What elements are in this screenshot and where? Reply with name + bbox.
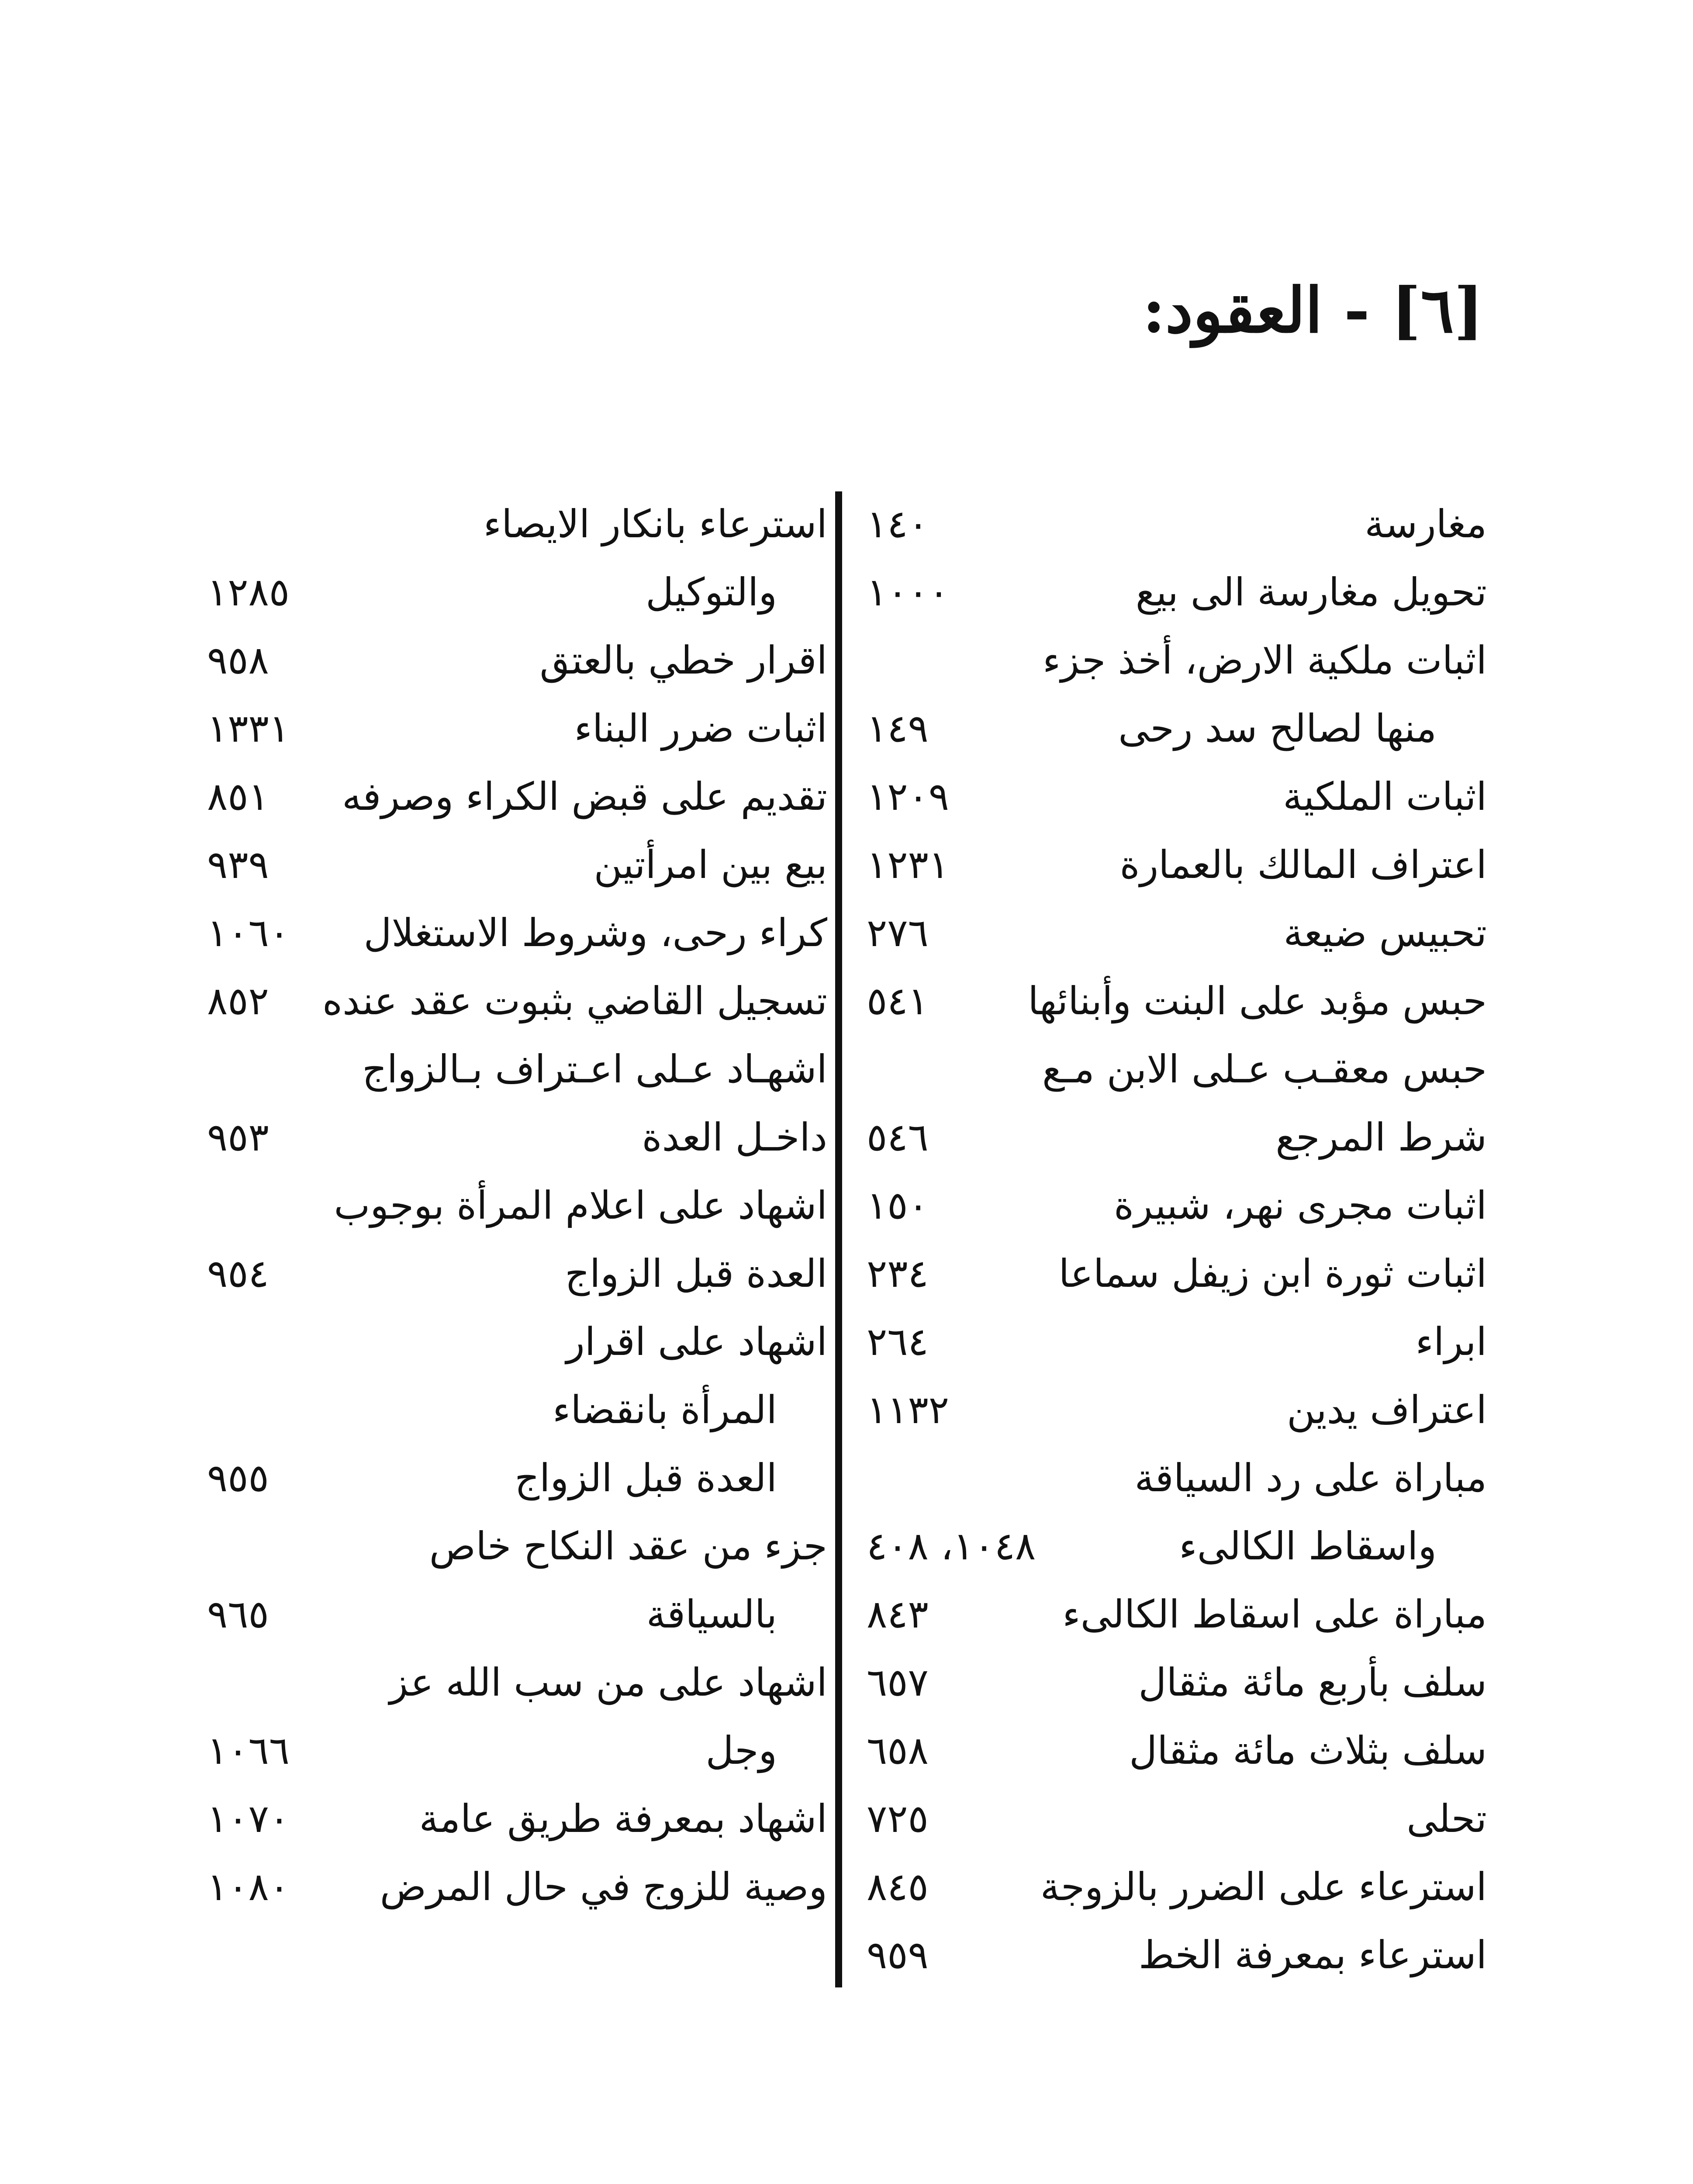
index-entry bbox=[867, 1717, 1487, 1785]
entry-text: مباراة على اسقاط الكالىء bbox=[1062, 1592, 1487, 1637]
entry-page-number: ١٤٩ bbox=[867, 706, 929, 751]
entry-page-number: ٩٥٥ bbox=[207, 1455, 269, 1500]
entry-page-number: ١٢٠٩ bbox=[867, 774, 950, 819]
index-entry bbox=[207, 1853, 827, 1921]
entry-page-number: ١٠٨٠ bbox=[207, 1864, 290, 1909]
index-entry bbox=[207, 1512, 827, 1580]
entry-text: والتوكيل bbox=[646, 570, 777, 615]
index-entry bbox=[207, 1785, 827, 1853]
entry-text: اشهـاد عـلى اعـتراف بـالزواج bbox=[362, 1047, 827, 1092]
index-entry bbox=[867, 1240, 1487, 1308]
entry-text: بالسياقة bbox=[646, 1592, 777, 1637]
index-entry bbox=[867, 1444, 1487, 1512]
index-entry bbox=[867, 763, 1487, 831]
entry-page-number: ١٣٣١ bbox=[207, 706, 290, 751]
entry-text: اعتراف يدين bbox=[1287, 1387, 1487, 1432]
index-entry bbox=[867, 1103, 1487, 1171]
entry-page-number: ١٤٠ bbox=[867, 501, 929, 546]
index-entry bbox=[207, 1308, 827, 1376]
entry-page-number: ١٠٠٠ bbox=[867, 570, 950, 615]
entry-text: اشهاد على اعلام المرأة بوجوب bbox=[334, 1183, 827, 1228]
entry-text: اقرار خطي بالعتق bbox=[539, 638, 827, 683]
entry-text: بيع بين امرأتين bbox=[594, 842, 827, 887]
entry-text: اثبات ضرر البناء bbox=[574, 706, 827, 751]
entry-page-number: ٥٤٦ bbox=[867, 1115, 929, 1160]
entry-page-number: ٥٤١ bbox=[867, 978, 929, 1023]
index-entry bbox=[207, 763, 827, 831]
index-entry bbox=[867, 831, 1487, 899]
index-entry bbox=[867, 558, 1487, 626]
index-entry bbox=[207, 1103, 827, 1171]
entry-text: اثبات ملكية الارض، أخذ جزء bbox=[1043, 638, 1487, 683]
entry-page-number: ١٠٧٠ bbox=[207, 1796, 290, 1841]
entry-text: شرط المرجع bbox=[1275, 1115, 1487, 1160]
column-divider bbox=[835, 491, 842, 1987]
index-entry bbox=[207, 1240, 827, 1308]
entry-page-number: ٨٤٣ bbox=[867, 1592, 929, 1637]
entry-page-number: ٢٧٦ bbox=[867, 910, 929, 955]
entry-page-number: ٦٥٧ bbox=[867, 1660, 929, 1705]
entry-text: اشهاد بمعرفة طريق عامة bbox=[419, 1796, 827, 1841]
index-entry bbox=[867, 899, 1487, 967]
entry-page-number: ١١٣٢ bbox=[867, 1387, 950, 1432]
entry-page-number: ٨٤٥ bbox=[867, 1864, 929, 1909]
entry-text: اثبات مجرى نهر، شبيرة bbox=[1114, 1183, 1487, 1228]
entry-page-number: ٩٥٨ bbox=[207, 638, 269, 683]
entry-text: حبس مؤبد على البنت وأبنائها bbox=[1028, 978, 1487, 1023]
entry-page-number: ١٠٦٦ bbox=[207, 1728, 290, 1773]
index-entry bbox=[867, 1512, 1487, 1580]
entry-text: اشهاد على اقرار bbox=[566, 1319, 827, 1364]
entry-page-number: ٩٦٥ bbox=[207, 1592, 269, 1637]
index-entry bbox=[207, 558, 827, 626]
section-title: [٦] - العقود: bbox=[1142, 274, 1483, 347]
index-entry bbox=[867, 1035, 1487, 1103]
entry-text: اشهاد على من سب الله عز bbox=[389, 1660, 827, 1705]
entry-text: تسجيل القاضي بثبوت عقد عنده bbox=[322, 978, 827, 1023]
index-entry bbox=[207, 831, 827, 899]
entry-page-number: ٢٦٤ bbox=[867, 1319, 929, 1364]
entry-text: منها لصالح سد رحى bbox=[1118, 706, 1437, 751]
entry-text: واسقاط الكالىء bbox=[1179, 1524, 1437, 1569]
index-entry bbox=[207, 1717, 827, 1785]
entry-text: تحلى bbox=[1406, 1796, 1487, 1841]
entry-text: ابراء bbox=[1415, 1319, 1487, 1364]
entry-page-number: ٧٢٥ bbox=[867, 1796, 929, 1841]
entry-page-number: ٩٣٩ bbox=[207, 842, 269, 887]
entry-page-number: ١٢٨٥ bbox=[207, 570, 290, 615]
entry-page-number: ٨٥١ bbox=[207, 774, 269, 819]
entry-text: وصية للزوج في حال المرض bbox=[380, 1864, 827, 1909]
entry-page-number: ٦٥٨ bbox=[867, 1728, 929, 1773]
index-entry bbox=[207, 1648, 827, 1717]
index-entry bbox=[867, 967, 1487, 1035]
index-entry bbox=[207, 899, 827, 967]
entry-text: كراء رحى، وشروط الاستغلال bbox=[363, 910, 827, 955]
entry-text: استرعاء بانكار الايصاء bbox=[483, 501, 827, 546]
entry-text: جزء من عقد النكاح خاص bbox=[429, 1524, 827, 1569]
index-entry bbox=[207, 1171, 827, 1240]
index-column-left bbox=[207, 490, 827, 1921]
index-entry bbox=[207, 1580, 827, 1648]
index-entry bbox=[867, 695, 1487, 763]
entry-text: تحبيس ضيعة bbox=[1283, 910, 1487, 955]
entry-text: المرأة بانقضاء bbox=[552, 1387, 777, 1432]
index-entry bbox=[207, 1376, 827, 1444]
index-entry bbox=[207, 490, 827, 558]
index-column-right bbox=[867, 490, 1487, 1989]
index-entry bbox=[867, 626, 1487, 695]
entry-text: اعتراف المالك بالعمارة bbox=[1119, 842, 1487, 887]
entry-page-number: ١٠٦٠ bbox=[207, 910, 290, 955]
entry-text: داخـل العدة bbox=[642, 1115, 827, 1160]
index-entry bbox=[207, 626, 827, 695]
index-entry bbox=[867, 1921, 1487, 1989]
entry-page-number: ١٢٣١ bbox=[867, 842, 950, 887]
entry-text: مغارسة bbox=[1365, 501, 1487, 546]
entry-text: وجل bbox=[705, 1728, 777, 1773]
entry-text: العدة قبل الزواج bbox=[565, 1251, 827, 1296]
index-entry bbox=[867, 1853, 1487, 1921]
index-entry bbox=[867, 1648, 1487, 1717]
index-entry bbox=[867, 1580, 1487, 1648]
entry-text: تقديم على قبض الكراء وصرفه bbox=[342, 774, 827, 819]
index-entry bbox=[207, 967, 827, 1035]
entry-text: سلف بأربع مائة مثقال bbox=[1138, 1660, 1487, 1705]
entry-text: اثبات الملكية bbox=[1283, 774, 1487, 819]
entry-page-number: ١٥٠ bbox=[867, 1183, 929, 1228]
index-entry bbox=[867, 1376, 1487, 1444]
index-entry bbox=[867, 490, 1487, 558]
entry-page-number: ٩٥٣ bbox=[207, 1115, 269, 1160]
entry-text: مباراة على رد السياقة bbox=[1134, 1455, 1487, 1500]
entry-page-number: ٢٣٤ bbox=[867, 1251, 929, 1296]
entry-text: اثبات ثورة ابن زيفل سماعا bbox=[1058, 1251, 1487, 1296]
entry-text: العدة قبل الزواج bbox=[515, 1455, 777, 1500]
index-entry bbox=[867, 1785, 1487, 1853]
index-entry bbox=[207, 695, 827, 763]
entry-page-number: ٩٥٤ bbox=[207, 1251, 269, 1296]
index-entry bbox=[867, 1308, 1487, 1376]
entry-page-number: ١٠٤٨، ٤٠٨ bbox=[867, 1524, 1036, 1569]
entry-text: استرعاء بمعرفة الخط bbox=[1138, 1932, 1487, 1977]
entry-text: تحويل مغارسة الى بيع bbox=[1135, 570, 1487, 615]
entry-page-number: ٩٥٩ bbox=[867, 1932, 929, 1977]
entry-text: حبس معقـب عـلى الابن مـع bbox=[1042, 1047, 1487, 1092]
index-entry bbox=[207, 1444, 827, 1512]
entry-text: سلف بثلاث مائة مثقال bbox=[1129, 1728, 1487, 1773]
entry-page-number: ٨٥٢ bbox=[207, 978, 269, 1023]
entry-text: استرعاء على الضرر بالزوجة bbox=[1040, 1864, 1487, 1909]
index-entry bbox=[207, 1035, 827, 1103]
index-entry bbox=[867, 1171, 1487, 1240]
